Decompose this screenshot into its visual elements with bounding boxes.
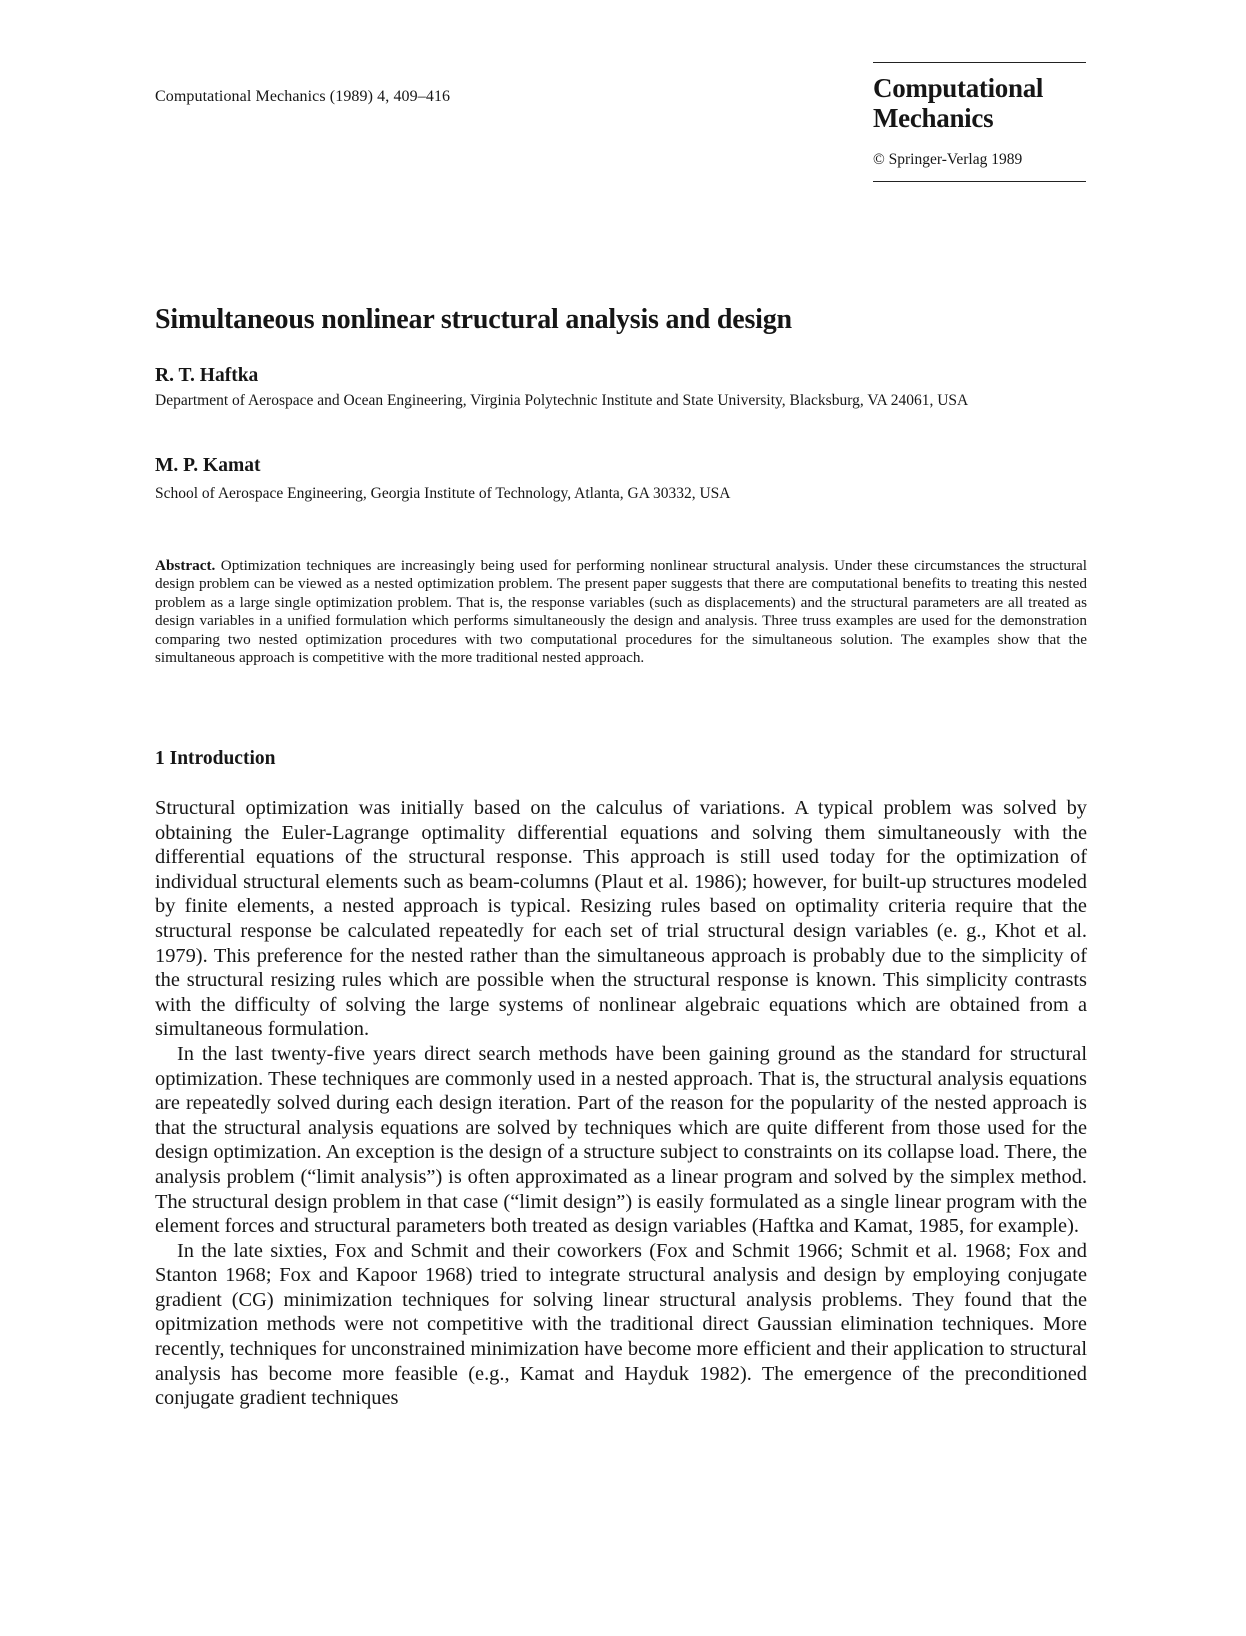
masthead-bottom-rule	[873, 181, 1086, 182]
journal-name-line-2: Mechanics	[873, 103, 994, 133]
author-affiliation-1: Department of Aerospace and Ocean Engineering, Virginia Polytechnic Institute and State University, Blacksburg, VA 24061, USA	[155, 392, 969, 409]
running-header: Computational Mechanics (1989) 4, 409–416	[155, 88, 451, 105]
journal-name	[873, 73, 1086, 133]
author-name-2: M. P. Kamat	[155, 455, 261, 476]
body-paragraph-2: In the last twenty-five years direct search methods have been gaining ground as the standard for structural optimization. These techniques are commonly used in a nested approach. That is, the structural analysis equations are repeatedly solved during each design iteration. Part of the reason for the popularity of the nested approach is that the structural analysis equations are solved by techniques which are quite different from those used for the design optimization. An exception is the design of a structure subject to constraints on its collapse load. There, the analysis problem (“limit analysis”) is often approximated as a linear program and solved by the simplex method. The structural design problem in that case (“limit design”) is easily formulated as a single linear program with the element forces and structural parameters both treated as design variables (Haftka and Kamat, 1985, for example).	[155, 1042, 1087, 1238]
masthead-top-rule	[873, 62, 1086, 63]
author-name-1: R. T. Haftka	[155, 365, 259, 386]
journal-name-line-1: Computational	[873, 73, 1044, 103]
abstract-label: Abstract.	[155, 557, 216, 574]
article-title: Simultaneous nonlinear structural analysis and design	[155, 304, 792, 335]
section-heading: 1 Introduction	[155, 748, 276, 769]
journal-masthead	[873, 62, 1086, 182]
abstract	[155, 557, 1087, 667]
abstract-text: Optimization techniques are increasingly being used for performing nonlinear structural analysis. Under these circumstances the structural design problem can be viewed as a nested optimization problem. The present paper suggests that there are computational benefits to treating this nested problem as a large single optimization problem. That is, the response variables (such as displacements) and the structural parameters are all treated as design variables in a unified formulation which performs simultaneously the design and analysis. Three truss examples are used for the demonstration comparing two nested optimization procedures with two computational procedures for the simultaneous solution. The examples show that the simultaneous approach is competitive with the more traditional nested approach.	[155, 557, 1087, 667]
author-affiliation-2: School of Aerospace Engineering, Georgia Institute of Technology, Atlanta, GA 30332, USA	[155, 485, 731, 502]
publisher-copyright: © Springer-Verlag 1989	[873, 151, 1023, 168]
body-paragraph-3: In the late sixties, Fox and Schmit and their coworkers (Fox and Schmit 1966; Schmit et al. 1968; Fox and Stanton 1968; Fox and Kapoor 1968) tried to integrate structural analysis and design by employing conjugate gradient (CG) minimization techniques for solving linear structural analysis problems. They found that the opitmization methods were not competitive with the traditional direct Gaussian elimination techniques. More recently, techniques for unconstrained minimization have become more efficient and their application to structural analysis has become more feasible (e.g., Kamat and Hayduk 1982). The emergence of the preconditioned conjugate gradient techniques	[155, 1239, 1087, 1410]
section-body	[155, 796, 1087, 1411]
body-paragraph-1: Structural optimization was initially based on the calculus of variations. A typical problem was solved by obtaining the Euler-Lagrange optimality differential equations and solving them simultaneously with the differential equations of the structural response. This approach is still used today for the optimization of individual structural elements such as beam-columns (Plaut et al. 1986); however, for built-up structures modeled by finite elements, a nested approach is typical. Resizing rules based on optimality criteria require that the structural response be calculated repeatedly for each set of trial structural design variables (e. g., Khot et al. 1979). This preference for the nested rather than the simultaneous approach is probably due to the simplicity of the structural resizing rules which are possible when the structural response is known. This simplicity contrasts with the difficulty of solving the large systems of nonlinear algebraic equations which are obtained from a simultaneous formulation.	[155, 797, 1087, 1041]
